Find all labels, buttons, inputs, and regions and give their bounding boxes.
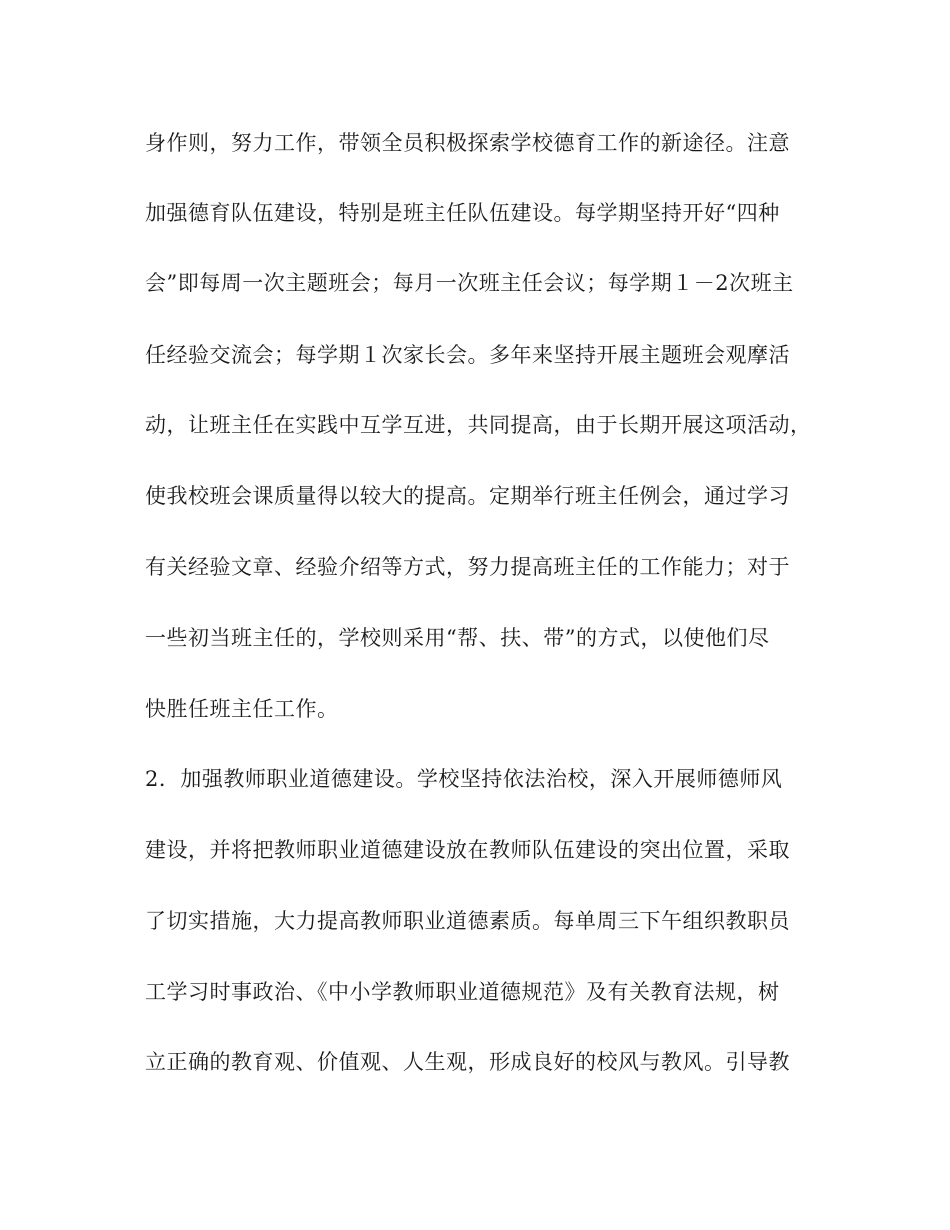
paragraph-line: 建设，并将把教师职业道德建设放在教师队伍建设的突出位置，采取 <box>145 838 790 862</box>
paragraph-line: 一些初当班主任的，学校则采用“帮、扶、带”的方式，以使他们尽 <box>145 626 770 650</box>
paragraph-line: 有关经验文章、经验介绍等方式，努力提高班主任的工作能力；对于 <box>145 555 790 579</box>
paragraph-line: 加强德育队伍建设，特别是班主任队伍建设。每学期坚持开好“四种 <box>145 201 780 225</box>
paragraph-line: 任经验交流会；每学期１次家长会。多年来坚持开展主题班会观摩活 <box>145 343 790 367</box>
paragraph-line: 了切实措施，大力提高教师职业道德素质。每单周三下午组织教职员 <box>145 909 790 933</box>
paragraph-line: 身作则，努力工作，带领全员积极探索学校德育工作的新途径。注意 <box>145 131 790 155</box>
paragraph-line: 快胜任班主任工作。 <box>145 697 339 721</box>
paragraph-line: 会”即每周一次主题班会；每月一次班主任会议；每学期１－2次班主 <box>145 271 794 295</box>
paragraph-line: 立正确的教育观、价值观、人生观，形成良好的校风与教风。引导教 <box>145 1050 790 1074</box>
paragraph-line: 工学习时事政治、《中小学教师职业道德规范》及有关教育法规，树 <box>145 980 780 1004</box>
paragraph-line: 动，让班主任在实践中互学互进，共同提高，由于长期开展这项活动， <box>145 413 812 437</box>
paragraph-line: 使我校班会课质量得以较大的提高。定期举行班主任例会，通过学习 <box>145 484 790 508</box>
paragraph-line: 2．加强教师职业道德建设。学校坚持依法治校，深入开展师德师风 <box>145 767 783 791</box>
